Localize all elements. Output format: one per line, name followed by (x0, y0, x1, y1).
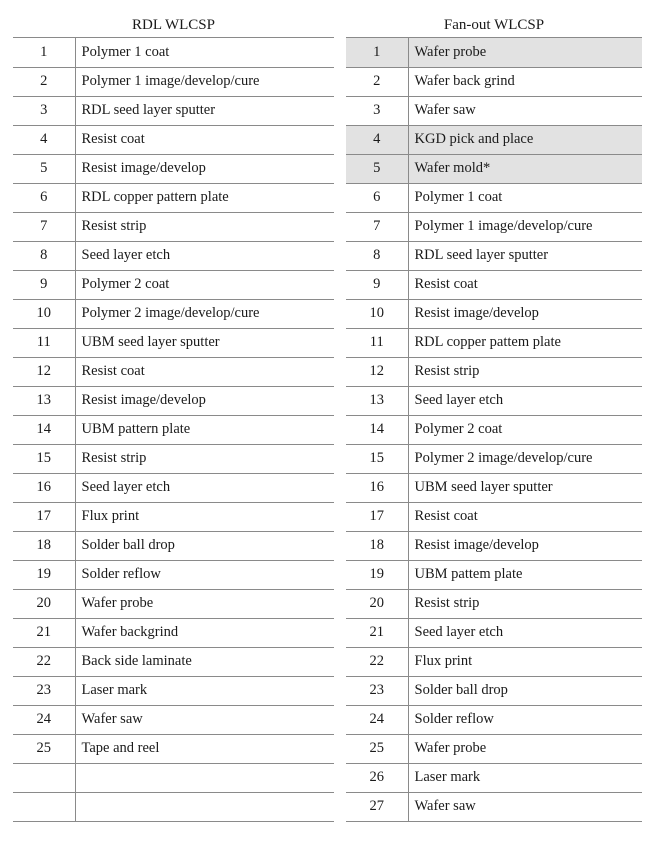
process-step: RDL seed layer sputter (75, 96, 334, 125)
process-step: Resist coat (408, 270, 642, 299)
table-row (13, 792, 334, 821)
table-row (346, 647, 642, 676)
table-row (13, 183, 334, 212)
table-row (346, 241, 642, 270)
step-number: 10 (346, 299, 408, 328)
table-row (13, 154, 334, 183)
step-number: 3 (13, 96, 75, 125)
process-step: Solder reflow (408, 705, 642, 734)
table-row (13, 734, 334, 763)
step-number (13, 763, 75, 792)
step-number: 18 (346, 531, 408, 560)
process-step: Flux print (408, 647, 642, 676)
fan-out-wlcsp-table (346, 14, 642, 822)
process-step: Resist strip (75, 444, 334, 473)
process-step: RDL copper pattern plate (75, 183, 334, 212)
step-number: 14 (346, 415, 408, 444)
table-row (13, 299, 334, 328)
step-number: 18 (13, 531, 75, 560)
process-step: RDL seed layer sputter (408, 241, 642, 270)
process-step: Wafer saw (408, 792, 642, 821)
step-number: 10 (13, 299, 75, 328)
table-row (346, 183, 642, 212)
fan-out-wlcsp-body (346, 38, 642, 821)
step-number: 16 (346, 473, 408, 502)
step-number: 3 (346, 96, 408, 125)
step-number: 8 (13, 241, 75, 270)
fan-out-wlcsp-title: Fan-out WLCSP (346, 14, 642, 38)
table-row (346, 676, 642, 705)
table-row (13, 38, 334, 67)
table-row (13, 705, 334, 734)
process-step: Resist image/develop (75, 386, 334, 415)
table-row (13, 531, 334, 560)
table-row (13, 67, 334, 96)
table-row (13, 560, 334, 589)
table-row (346, 154, 642, 183)
process-step: Wafer probe (408, 38, 642, 67)
table-row (346, 763, 642, 792)
process-step: Tape and reel (75, 734, 334, 763)
table-row (13, 241, 334, 270)
table-row (346, 38, 642, 67)
process-step: UBM pattem plate (408, 560, 642, 589)
process-step: Wafer probe (408, 734, 642, 763)
process-step: Resist strip (75, 212, 334, 241)
step-number: 13 (13, 386, 75, 415)
process-step: Polymer 2 coat (75, 270, 334, 299)
table-row (13, 357, 334, 386)
rdl-wlcsp-title: RDL WLCSP (13, 14, 334, 38)
process-step: Resist image/develop (408, 531, 642, 560)
process-step: Polymer 1 image/develop/cure (408, 212, 642, 241)
step-number: 25 (346, 734, 408, 763)
rdl-wlcsp-table (13, 14, 334, 822)
step-number: 11 (346, 328, 408, 357)
step-number: 13 (346, 386, 408, 415)
step-number: 15 (13, 444, 75, 473)
step-number: 12 (346, 357, 408, 386)
process-step: Polymer 1 coat (75, 38, 334, 67)
process-step: RDL copper pattem plate (408, 328, 642, 357)
process-step: Laser mark (75, 676, 334, 705)
table-row (346, 792, 642, 821)
table-row (346, 444, 642, 473)
process-step: Back side laminate (75, 647, 334, 676)
table-row (346, 125, 642, 154)
step-number: 1 (13, 38, 75, 67)
step-number: 21 (346, 618, 408, 647)
step-number: 17 (13, 502, 75, 531)
process-step (75, 792, 334, 821)
process-step: UBM seed layer sputter (408, 473, 642, 502)
table-row (13, 502, 334, 531)
step-number: 20 (13, 589, 75, 618)
process-step: Resist image/develop (75, 154, 334, 183)
step-number: 5 (346, 154, 408, 183)
table-row (13, 415, 334, 444)
step-number: 6 (13, 183, 75, 212)
process-step: Resist coat (75, 357, 334, 386)
step-number: 22 (13, 647, 75, 676)
step-number: 17 (346, 502, 408, 531)
step-number: 16 (13, 473, 75, 502)
step-number: 23 (13, 676, 75, 705)
step-number: 2 (13, 67, 75, 96)
table-row (346, 589, 642, 618)
table-row (346, 212, 642, 241)
step-number: 12 (13, 357, 75, 386)
process-step: Seed layer etch (75, 241, 334, 270)
process-step: Solder ball drop (408, 676, 642, 705)
table-row (346, 734, 642, 763)
process-step: Seed layer etch (75, 473, 334, 502)
step-number: 24 (346, 705, 408, 734)
step-number: 9 (346, 270, 408, 299)
process-step: Wafer backgrind (75, 618, 334, 647)
rdl-wlcsp-body (13, 38, 334, 821)
process-step: Flux print (75, 502, 334, 531)
table-row (13, 125, 334, 154)
step-number: 7 (346, 212, 408, 241)
step-number: 4 (13, 125, 75, 154)
table-row (346, 67, 642, 96)
process-step: Wafer saw (75, 705, 334, 734)
process-step: Resist image/develop (408, 299, 642, 328)
table-row (346, 299, 642, 328)
table-row (346, 357, 642, 386)
step-number: 8 (346, 241, 408, 270)
step-number: 25 (13, 734, 75, 763)
process-step: UBM pattern plate (75, 415, 334, 444)
table-row (346, 473, 642, 502)
step-number: 7 (13, 212, 75, 241)
step-number: 22 (346, 647, 408, 676)
table-row (13, 212, 334, 241)
table-row (346, 560, 642, 589)
process-step: KGD pick and place (408, 125, 642, 154)
process-step: Polymer 2 image/develop/cure (408, 444, 642, 473)
process-step: Seed layer etch (408, 618, 642, 647)
process-step: Resist strip (408, 357, 642, 386)
table-row (13, 473, 334, 502)
step-number: 27 (346, 792, 408, 821)
table-row (13, 386, 334, 415)
table-row (346, 270, 642, 299)
step-number: 6 (346, 183, 408, 212)
table-row (346, 96, 642, 125)
table-row (13, 328, 334, 357)
step-number: 2 (346, 67, 408, 96)
step-number: 19 (346, 560, 408, 589)
step-number: 4 (346, 125, 408, 154)
step-number: 19 (13, 560, 75, 589)
step-number: 26 (346, 763, 408, 792)
table-row (13, 96, 334, 125)
process-step: Resist coat (75, 125, 334, 154)
table-row (13, 763, 334, 792)
table-row (13, 676, 334, 705)
step-number (13, 792, 75, 821)
step-number: 20 (346, 589, 408, 618)
process-step: Laser mark (408, 763, 642, 792)
table-row (346, 328, 642, 357)
table-row (346, 502, 642, 531)
process-step: Polymer 2 image/develop/cure (75, 299, 334, 328)
step-number: 9 (13, 270, 75, 299)
process-step: Polymer 2 coat (408, 415, 642, 444)
step-number: 14 (13, 415, 75, 444)
process-step: Polymer 1 image/develop/cure (75, 67, 334, 96)
table-row (13, 270, 334, 299)
table-row (346, 415, 642, 444)
process-step: Solder reflow (75, 560, 334, 589)
table-row (13, 647, 334, 676)
process-step: Wafer back grind (408, 67, 642, 96)
table-row (346, 618, 642, 647)
process-step: Solder ball drop (75, 531, 334, 560)
table-row (346, 386, 642, 415)
process-step: Resist strip (408, 589, 642, 618)
process-step: Resist coat (408, 502, 642, 531)
table-row (13, 618, 334, 647)
table-row (13, 444, 334, 473)
step-number: 15 (346, 444, 408, 473)
step-number: 21 (13, 618, 75, 647)
step-number: 11 (13, 328, 75, 357)
table-row (346, 531, 642, 560)
process-step (75, 763, 334, 792)
process-step: Wafer saw (408, 96, 642, 125)
table-row (13, 589, 334, 618)
process-step: Polymer 1 coat (408, 183, 642, 212)
process-step: Wafer probe (75, 589, 334, 618)
table-row (346, 705, 642, 734)
process-step: Wafer mold* (408, 154, 642, 183)
step-number: 23 (346, 676, 408, 705)
process-step: Seed layer etch (408, 386, 642, 415)
step-number: 24 (13, 705, 75, 734)
step-number: 1 (346, 38, 408, 67)
step-number: 5 (13, 154, 75, 183)
process-step: UBM seed layer sputter (75, 328, 334, 357)
